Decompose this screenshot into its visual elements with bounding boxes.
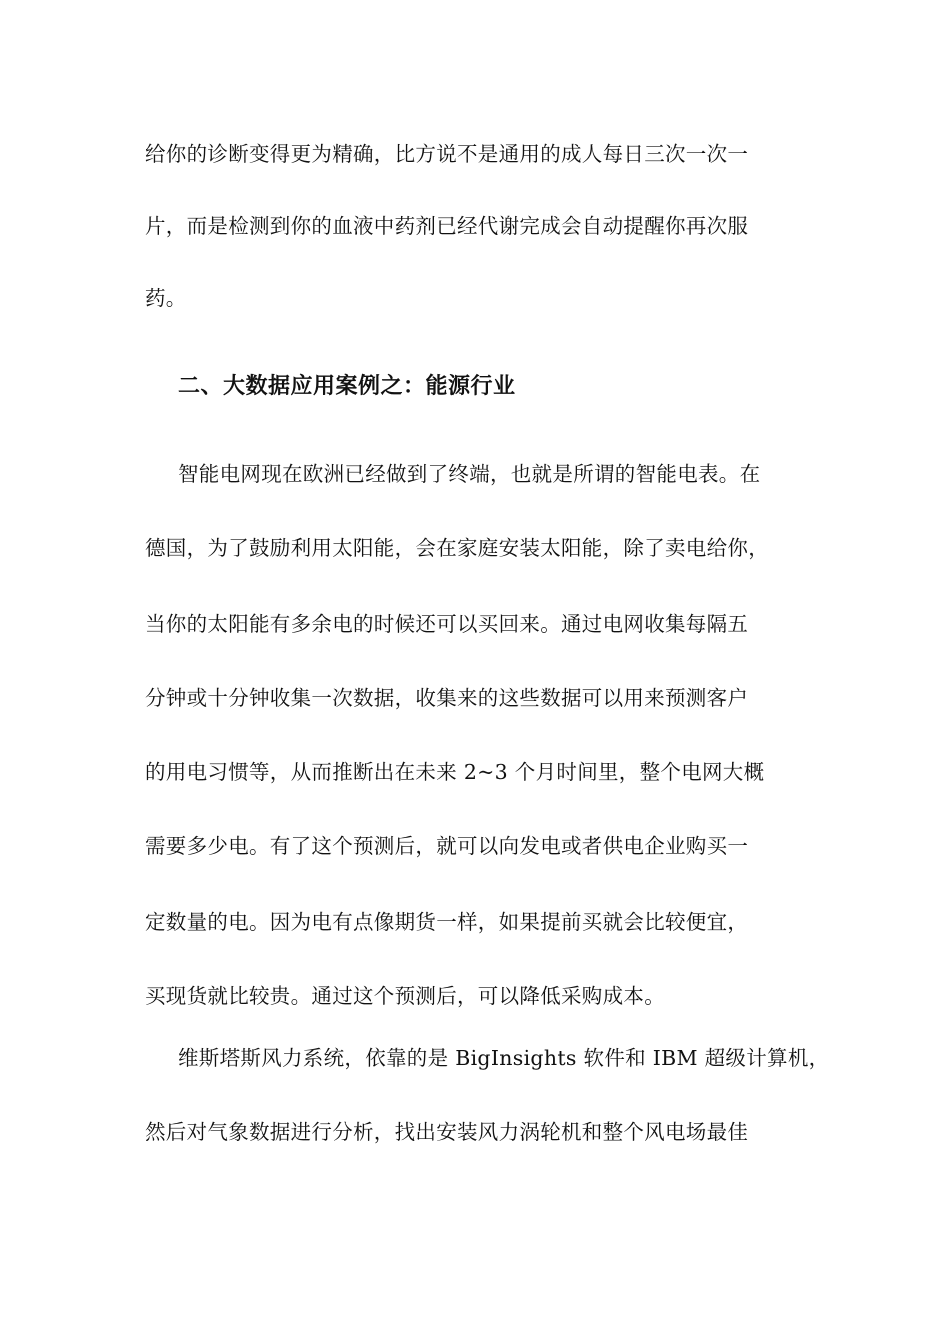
paragraph-line: 买现货就比较贵。通过这个预测后，可以降低采购成本。 bbox=[145, 984, 665, 1008]
section-heading: 二、大数据应用案例之：能源行业 bbox=[178, 374, 516, 399]
paragraph-line: 的用电习惯等，从而推断出在未来 2~3 个月时间里，整个电网大概 bbox=[145, 760, 765, 784]
paragraph-line: 智能电网现在欧洲已经做到了终端，也就是所谓的智能电表。在 bbox=[178, 462, 761, 486]
paragraph-line: 当你的太阳能有多余电的时候还可以买回来。通过电网收集每隔五 bbox=[145, 612, 749, 636]
paragraph-line: 定数量的电。因为电有点像期货一样，如果提前买就会比较便宜， bbox=[145, 910, 749, 934]
paragraph-line: 片，而是检测到你的血液中药剂已经代谢完成会自动提醒你再次服 bbox=[145, 214, 749, 238]
paragraph-line: 然后对气象数据进行分析，找出安装风力涡轮机和整个风电场最佳 bbox=[145, 1120, 749, 1144]
paragraph-line: 药。 bbox=[145, 286, 187, 310]
paragraph-line: 维斯塔斯风力系统，依靠的是 BigInsights 软件和 IBM 超级计算机， bbox=[178, 1046, 830, 1070]
paragraph-line: 给你的诊断变得更为精确，比方说不是通用的成人每日三次一次一 bbox=[145, 142, 749, 166]
paragraph-line: 德国，为了鼓励利用太阳能，会在家庭安装太阳能，除了卖电给你， bbox=[145, 536, 769, 560]
paragraph-line: 需要多少电。有了这个预测后，就可以向发电或者供电企业购买一 bbox=[145, 834, 749, 858]
paragraph-line: 分钟或十分钟收集一次数据，收集来的这些数据可以用来预测客户 bbox=[145, 686, 749, 710]
